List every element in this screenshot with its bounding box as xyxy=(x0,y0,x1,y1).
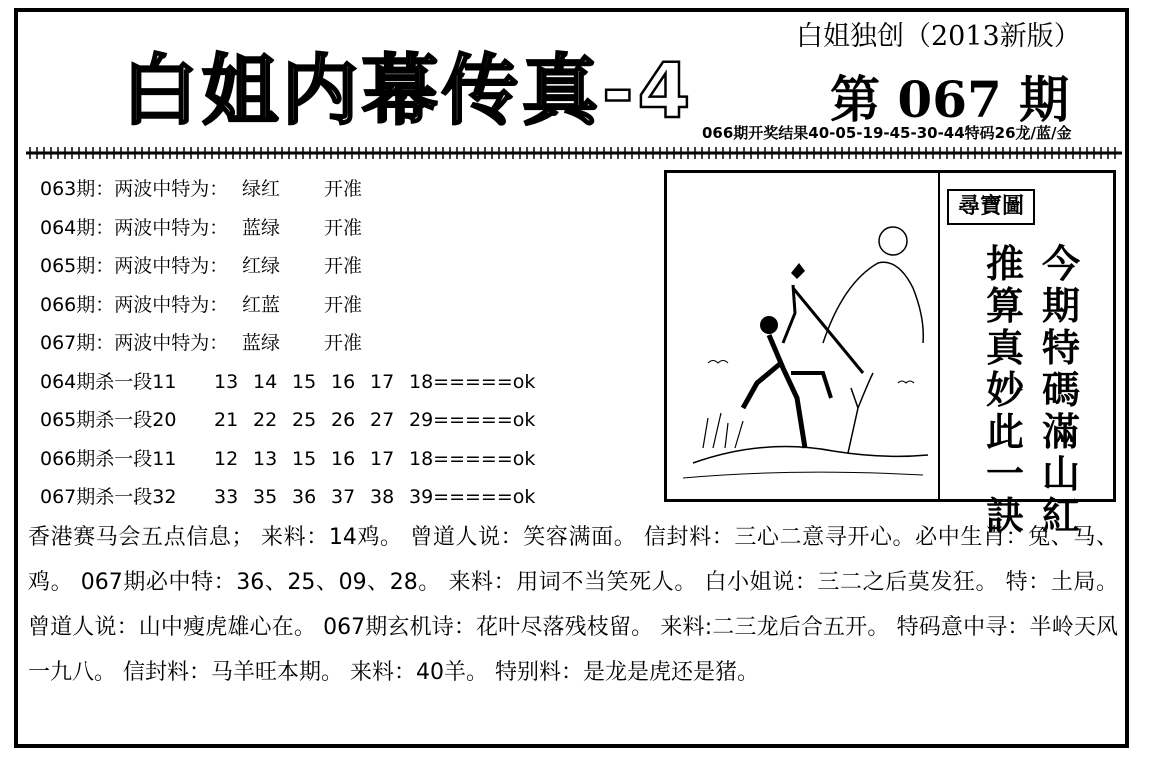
wave-row xyxy=(40,247,535,286)
poem-right-column xyxy=(1039,243,1083,537)
wave-row-status: 开准 xyxy=(324,255,363,277)
info-paragraph-text: 香港赛马会五点信息； 来料：14鸡。 曾道人说：笑容满面。 信封料：三心二意寻开心。必中生肖：兔、马、鸡。 067期必中特：36、25、09、28。 来料：用词不当笑死人。 白小姐说：三二之后莫发狂。 特：土局。 曾道人说：山中瘦虎雄心在。 067期玄机诗：花叶尽落残枝留。 来料:二三龙后合五开。 特码意中寻：半岭天风一九八。 信封料：马羊旺本期。 来料：40羊。 特别料：是龙是虎还是猪。 xyxy=(28,525,1118,685)
wave-row xyxy=(40,324,535,363)
kill-num: 26 xyxy=(331,409,356,431)
kill-num: 35 xyxy=(253,486,278,508)
wave-row-value: 绿红 xyxy=(242,178,281,200)
kill-row xyxy=(40,401,535,440)
kill-row-tail: 29=====ok xyxy=(409,409,536,431)
kill-num: 13 xyxy=(253,447,278,470)
wave-row-status: 开准 xyxy=(324,216,363,239)
kill-row xyxy=(40,363,535,402)
kill-num: 17 xyxy=(370,370,395,393)
kill-row-label: 067期杀一段32 xyxy=(40,486,177,508)
page-title: 白姐内幕传真-4 xyxy=(122,46,695,135)
wave-row-label: 065期：两波中特为： xyxy=(40,255,229,277)
kill-num: 16 xyxy=(331,370,356,393)
kill-num: 12 xyxy=(214,447,239,470)
previous-result: 066期开奖结果40-05-19-45-30-44特码26龙/蓝/金 xyxy=(702,124,1072,142)
kill-num: 14 xyxy=(253,370,278,393)
kill-num: 21 xyxy=(214,409,239,431)
kill-num: 17 xyxy=(370,447,395,470)
kill-row-tail: 18=====ok xyxy=(409,447,536,470)
kill-num: 22 xyxy=(253,409,278,431)
kill-num: 15 xyxy=(292,370,317,393)
wave-row-label: 064期：两波中特为： xyxy=(40,216,229,239)
kill-num: 36 xyxy=(292,486,317,508)
treasure-map-panel xyxy=(664,170,1116,538)
kill-row-tail: 18=====ok xyxy=(409,370,536,393)
kill-num: 33 xyxy=(214,486,239,508)
kill-num: 27 xyxy=(370,409,395,431)
kill-num: 37 xyxy=(331,486,356,508)
wave-row-status: 开准 xyxy=(324,332,363,354)
kill-num: 15 xyxy=(292,447,317,470)
wave-row xyxy=(40,209,535,248)
wave-row-status: 开准 xyxy=(324,178,363,200)
wave-row-value: 蓝绿 xyxy=(242,216,281,239)
wave-row-status: 开准 xyxy=(324,293,363,316)
wave-row xyxy=(40,286,535,325)
wave-row-label: 066期：两波中特为： xyxy=(40,293,229,316)
poem-left-column xyxy=(983,243,1027,537)
wave-row-value: 蓝绿 xyxy=(242,332,281,354)
kill-row xyxy=(40,478,535,517)
issue-number: 第 067 期 xyxy=(830,70,1070,129)
kill-row-label: 064期杀一段11 xyxy=(40,370,177,393)
poem-right-text: 今 期 特 碼 滿 山 紅 xyxy=(1041,242,1080,538)
wave-row-label: 067期：两波中特为： xyxy=(40,332,229,354)
kill-num: 38 xyxy=(370,486,395,508)
prediction-list xyxy=(40,170,535,517)
wave-row xyxy=(40,170,535,209)
wave-row-value: 红绿 xyxy=(242,255,281,277)
kill-num: 13 xyxy=(214,370,239,393)
kill-num: 25 xyxy=(292,409,317,431)
kill-row-label: 065期杀一段20 xyxy=(40,409,177,431)
info-paragraph xyxy=(28,515,1118,695)
treasure-map-badge: 尋寶圖 xyxy=(947,189,1035,225)
decorative-rule xyxy=(26,145,1122,161)
kill-row-tail: 39=====ok xyxy=(409,486,536,508)
warrior-illustration xyxy=(673,193,935,493)
wave-row-value: 红蓝 xyxy=(242,293,281,316)
edition-label: 白姐独创（2013新版） xyxy=(796,21,1081,52)
kill-row xyxy=(40,440,535,479)
poem-left-text: 推 算 真 妙 此 一 訣 xyxy=(985,242,1024,538)
kill-num: 16 xyxy=(331,447,356,470)
kill-row-label: 066期杀一段11 xyxy=(40,447,177,470)
panel-divider xyxy=(938,173,940,499)
wave-row-label: 063期：两波中特为： xyxy=(40,178,229,200)
